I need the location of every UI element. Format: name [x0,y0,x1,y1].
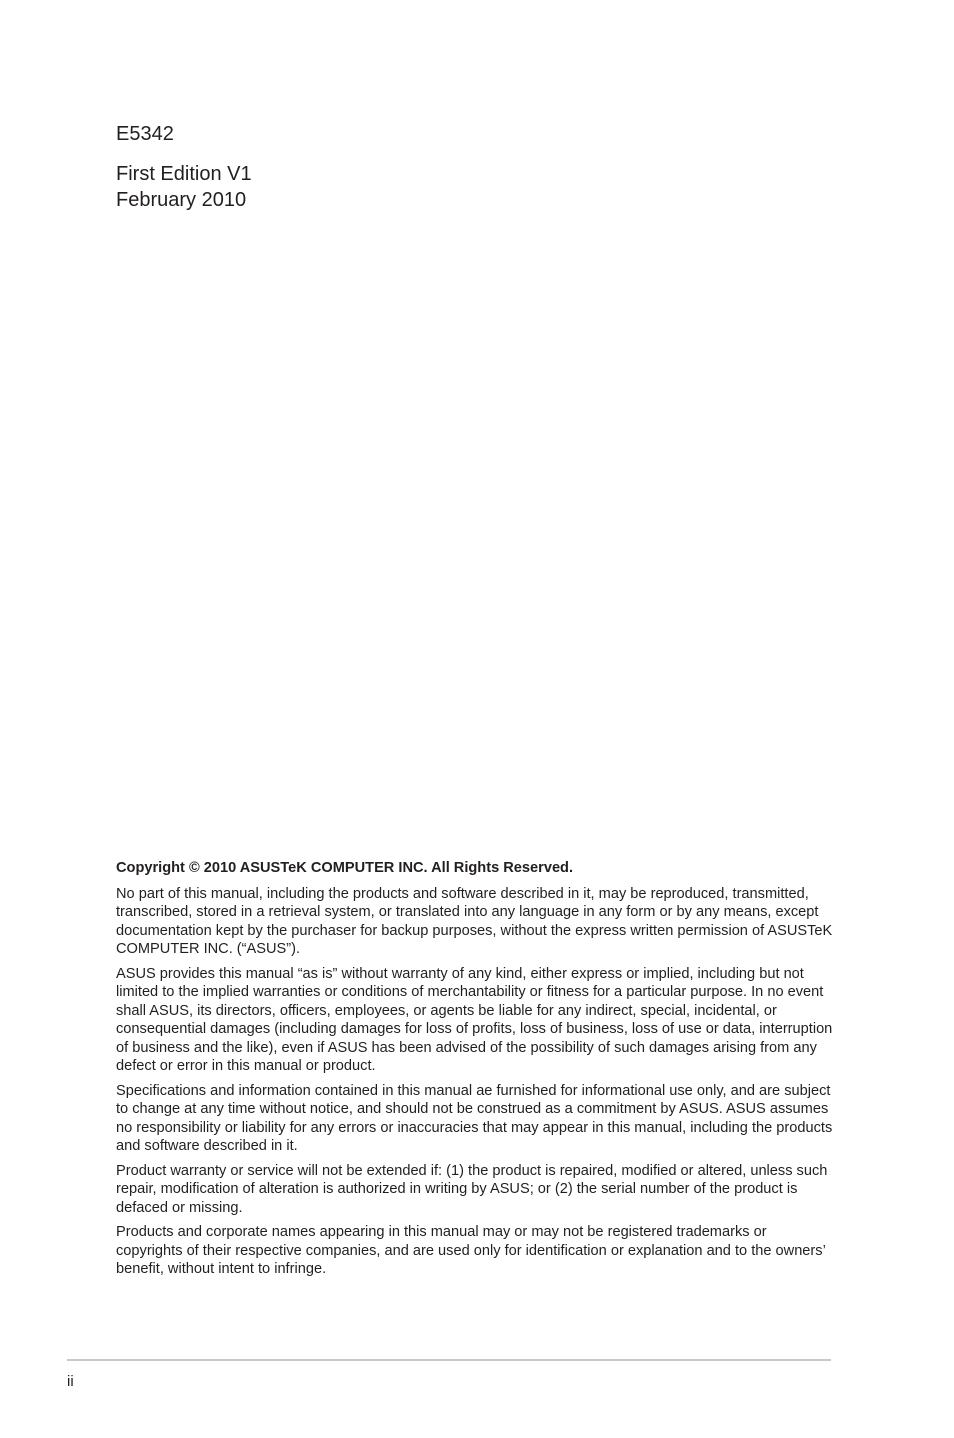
legal-notice [116,859,834,1285]
legal-paragraph-trademarks: Products and corporate names appearing in this manual may or may not be registered trademarks or copyrights of their respective companies, and are used only for identification or explanation and to the owners’ benefit, without intent to infringe. [116,1224,826,1277]
legal-paragraph-reproduction: No part of this manual, including the products and software described in it, may be reproduced, transmitted, transcribed, stored in a retrieval system, or translated into any language in any form or by any means, except documentation kept by the purchaser for backup purposes, without the express written permission of ASUSTeK COMPUTER INC. (“ASUS”). [116,885,833,957]
legal-paragraph-service-conditions: Product warranty or service will not be extended if: (1) the product is repaired, modified or altered, unless such repair, modification of alteration is authorized in writing by ASUS; or (2) the serial number of the product is defaced or missing. [116,1162,828,1216]
document-code: E5342 [116,123,174,145]
edition-info [116,161,252,213]
edition-label: First Edition V1 [116,163,252,185]
footer-divider [67,1359,831,1361]
legal-paragraph-warranty-disclaimer: ASUS provides this manual “as is” without warranty of any kind, either express or implied, including but not limited to the implied warranties or conditions of merchantability or fitness for a particular purpose. In no event shall ASUS, its directors, officers, employees, or agents be liable for any indirect, special, incidental, or consequential damages (including damages for loss of profits, loss of business, loss of use or data, interruption of business and the like), even if ASUS has been advised of the possibility of such damages arising from any defect or error in this manual or product. [116,965,833,1074]
legal-paragraph-specifications: Specifications and information contained in this manual ae furnished for informational use only, and are subject to change at any time without notice, and should not be construed as a commitment by ASUS. ASUS assumes no responsibility or liability for any errors or inaccuracies that may appear in this manual, including the products and software described in it. [116,1082,833,1154]
edition-date: February 2010 [116,189,247,211]
page-number: ii [67,1373,74,1390]
copyright-heading: Copyright © 2010 ASUSTeK COMPUTER INC. All Rights Reserved. [116,860,574,876]
